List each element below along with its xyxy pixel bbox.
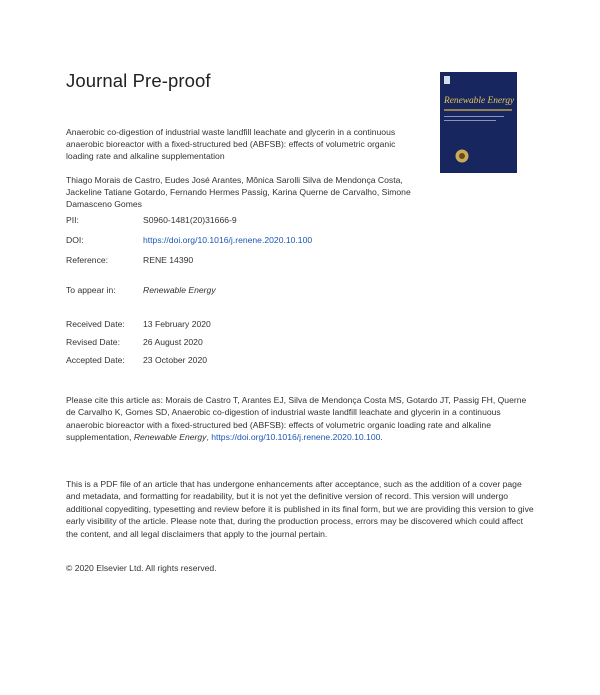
- meta-reference-row: [66, 254, 193, 266]
- doi-link[interactable]: https://doi.org/10.1016/j.renene.2020.10.100: [143, 235, 313, 245]
- reference-value: RENE 14390: [143, 255, 194, 265]
- citation-separator: ,: [206, 432, 212, 443]
- pii-value: S0960-1481(20)31666-9: [143, 215, 237, 225]
- cover-line: [444, 120, 496, 121]
- article-title: Anaerobic co-digestion of industrial waste landfill leachate and glycerin in a continuous anaerobic bioreactor with a fixed-structured bed (ABFSB): effects of volumetric organic loading rate and alkaline supplementation: [66, 127, 396, 161]
- meta-doi-row: [66, 234, 312, 246]
- cover-journal-title: Renewable Energy: [444, 96, 515, 106]
- elsevier-logo-icon: [444, 76, 450, 84]
- meta-pii-row: [66, 214, 237, 226]
- disclaimer-paragraph: This is a PDF file of an article that has undergone enhancements after acceptance, such as the addition of a cover page and metadata, and formatting for readability, but it is not yet the definitive version of record. This version will undergo additional copyediting, typesetting and review before it is published in its final form, but we are providing this version to give early visibility of the article. Please note that, during the production process, errors may be discovered which could affect the content, and all legal disclaimers that apply to the journal pertain.: [66, 479, 534, 539]
- citation-journal: Renewable Energy: [133, 432, 207, 443]
- pii-label: PII:: [66, 215, 79, 225]
- citation-doi-link[interactable]: https://doi.org/10.1016/j.renene.2020.10.100: [211, 432, 381, 443]
- journal-preproof-heading: Journal Pre-proof: [66, 70, 211, 91]
- accepted-label: Accepted Date:: [66, 355, 125, 365]
- copyright-notice: © 2020 Elsevier Ltd. All rights reserved.: [66, 563, 217, 573]
- citation-text: Please cite this article as: Morais de Castro T, Arantes EJ, Silva de Mendonça Costa MS, Gotardo JT, Passig FH, Querne de Carvalho K, Gomes SD, Anaerobic co-digestion of industrial waste landfill leachate and glycerin in a continuous anaerobic bioreactor with a fixed-structured bed (ABFSB): effects of volumetric organic loading rate and alkaline supplementation,: [66, 395, 527, 443]
- cover-divider: [444, 109, 512, 111]
- received-value: 13 February 2020: [143, 319, 211, 329]
- revised-label: Revised Date:: [66, 337, 120, 347]
- reference-label: Reference:: [66, 255, 109, 265]
- article-authors: Thiago Morais de Castro, Eudes José Arantes, Mônica Sarolli Silva de Mendonça Costa, Jackeline Tatiane Gotardo, Fernando Hermes Passig, Karina Querne de Carvalho, Simone Damasceno Gomes: [66, 175, 411, 209]
- citation-end: .: [380, 432, 383, 443]
- accepted-value: 23 October 2020: [143, 355, 208, 365]
- meta-revised-row: [66, 336, 203, 348]
- journal-cover-thumbnail[interactable]: [440, 72, 517, 173]
- meta-appear-row: [66, 284, 216, 296]
- revised-value: 26 August 2020: [143, 337, 203, 347]
- cover-header-band: [440, 72, 517, 94]
- citation-paragraph: [66, 394, 536, 444]
- cover-line: [444, 116, 504, 117]
- received-label: Received Date:: [66, 319, 125, 329]
- doi-label: DOI:: [66, 235, 84, 245]
- sunflower-icon: [454, 148, 470, 164]
- meta-accepted-row: [66, 354, 207, 366]
- appear-value: Renewable Energy: [143, 285, 216, 295]
- appear-label: To appear in:: [66, 285, 116, 295]
- meta-received-row: [66, 318, 211, 330]
